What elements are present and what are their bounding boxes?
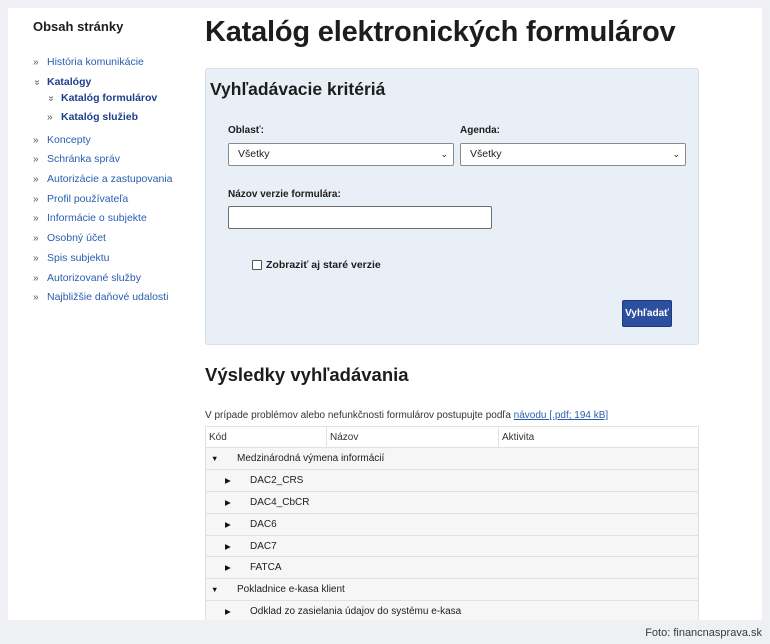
agenda-select[interactable]: [460, 143, 686, 166]
sidebar-item-osobny-ucet[interactable]: [33, 232, 198, 252]
sidebar-item-label[interactable]: Schránka správ: [47, 153, 120, 166]
old-versions-checkbox[interactable]: [252, 260, 262, 270]
table-row[interactable]: [206, 448, 698, 470]
sidebar-item-schranka[interactable]: [33, 153, 198, 173]
sidebar-item-udalosti[interactable]: [33, 291, 198, 311]
chevron-double-down-icon: »: [31, 79, 43, 85]
sidebar-item-label[interactable]: Katalóg služieb: [61, 110, 139, 123]
sidebar-item-label[interactable]: Autorizácie a zastupovania: [47, 173, 173, 186]
photo-credit: Foto: financnasprava.sk: [645, 627, 762, 639]
search-criteria-panel: [205, 68, 699, 345]
criteria-heading: Vyhľadávacie kritériá: [210, 79, 386, 99]
oblast-select[interactable]: [228, 143, 454, 166]
help-text: [205, 410, 608, 421]
collapsed-triangle-icon[interactable]: ▶: [225, 519, 231, 529]
oblast-label: Oblasť:: [228, 125, 264, 136]
chevron-down-icon: ⌄: [440, 149, 448, 159]
column-header-aktivita[interactable]: Aktivita: [498, 427, 698, 447]
sidebar-item-profil[interactable]: [33, 193, 198, 213]
nazov-label: Názov verzie formulára:: [228, 189, 341, 200]
row-label: DAC2_CRS: [250, 474, 304, 486]
sidebar-item-label[interactable]: Autorizované služby: [47, 271, 141, 284]
chevron-double-down-icon: »: [45, 95, 57, 101]
chevron-double-right-icon: »: [47, 111, 53, 123]
chevron-double-right-icon: »: [33, 272, 39, 284]
chevron-double-right-icon: »: [33, 292, 39, 304]
results-heading: Výsledky vyhľadávania: [205, 364, 409, 385]
sidebar-item-label[interactable]: Koncepty: [47, 133, 91, 146]
search-button[interactable]: Vyhľadať: [622, 300, 672, 327]
row-label: DAC6: [250, 518, 277, 530]
sidebar-item-katalogy[interactable]: [33, 76, 198, 134]
column-header-nazov[interactable]: Názov: [326, 427, 498, 447]
help-link[interactable]: návodu [.pdf; 194 kB]: [513, 410, 609, 421]
table-header: [206, 426, 698, 448]
expanded-triangle-icon[interactable]: ▼: [211, 454, 219, 463]
table-row[interactable]: [206, 579, 698, 601]
sidebar-item-label[interactable]: História komunikácie: [47, 56, 144, 68]
sidebar-item-label[interactable]: Informácie o subjekte: [47, 212, 147, 225]
sidebar-item-katalog-sluzieb[interactable]: [33, 111, 198, 130]
row-label: DAC4_CbCR: [250, 496, 310, 508]
sidebar-item-label[interactable]: Katalóg formulárov: [61, 91, 158, 104]
agenda-select-value: Všetky: [470, 148, 502, 160]
sidebar-item-katalog-formularov[interactable]: [33, 92, 198, 111]
chevron-double-right-icon: »: [33, 134, 39, 146]
results-table: [205, 426, 699, 620]
sidebar-item-informacie[interactable]: [33, 212, 198, 232]
table-row[interactable]: [206, 514, 698, 536]
table-row[interactable]: [206, 557, 698, 579]
expanded-triangle-icon[interactable]: ▼: [211, 585, 219, 595]
table-row[interactable]: [206, 470, 698, 492]
chevron-double-right-icon: »: [33, 213, 39, 225]
sidebar-nav: [33, 56, 198, 311]
collapsed-triangle-icon[interactable]: ▶: [225, 541, 231, 551]
sidebar-item-historia[interactable]: [33, 56, 198, 76]
row-label: FATCA: [250, 562, 282, 574]
sidebar-item-spis[interactable]: [33, 252, 198, 272]
page-title: Katalóg elektronických formulárov: [205, 16, 676, 48]
sidebar-item-label[interactable]: Profil používateľa: [47, 192, 129, 205]
help-text-body: V prípade problémov alebo nefunkčnosti formulárov postupujte podľa: [205, 410, 511, 421]
sidebar-item-label[interactable]: Katalógy: [47, 75, 92, 88]
nazov-input[interactable]: [228, 206, 492, 229]
sidebar-item-label[interactable]: Osobný účet: [47, 232, 106, 245]
chevron-double-right-icon: »: [33, 57, 39, 68]
row-label: DAC7: [250, 540, 277, 552]
chevron-double-right-icon: »: [33, 233, 39, 245]
table-row[interactable]: [206, 536, 698, 558]
row-label: Pokladnice e-kasa klient: [237, 584, 345, 596]
sidebar-subnav: [33, 92, 198, 130]
collapsed-triangle-icon[interactable]: ▶: [225, 475, 231, 485]
sidebar-item-label[interactable]: Spis subjektu: [47, 251, 110, 264]
agenda-label: Agenda:: [460, 125, 500, 136]
oblast-select-value: Všetky: [238, 148, 270, 160]
chevron-down-icon: ⌄: [672, 149, 680, 159]
collapsed-triangle-icon[interactable]: ▶: [225, 607, 231, 617]
row-label: Medzinárodná výmena informácií: [237, 453, 385, 464]
collapsed-triangle-icon[interactable]: ▶: [225, 497, 231, 507]
old-versions-label[interactable]: Zobraziť aj staré verzie: [266, 259, 381, 271]
table-row[interactable]: [206, 492, 698, 514]
sidebar-item-koncepty[interactable]: [33, 134, 198, 154]
chevron-double-right-icon: »: [33, 193, 39, 205]
table-row[interactable]: [206, 601, 698, 620]
sidebar-item-autorizacie[interactable]: [33, 173, 198, 193]
row-label: Odklad zo zasielania údajov do systému e-kasa: [250, 606, 462, 618]
chevron-double-right-icon: »: [33, 252, 39, 264]
sidebar-item-label[interactable]: Najbližšie daňové udalosti: [47, 291, 169, 304]
collapsed-triangle-icon[interactable]: ▶: [225, 563, 231, 573]
page: [8, 8, 762, 620]
column-header-kod[interactable]: Kód: [209, 432, 227, 443]
old-versions-row: [252, 259, 381, 271]
chevron-double-right-icon: »: [33, 154, 39, 166]
chevron-double-right-icon: »: [33, 174, 39, 186]
sidebar-item-autorizovane[interactable]: [33, 272, 198, 292]
sidebar-title: Obsah stránky: [33, 19, 124, 34]
